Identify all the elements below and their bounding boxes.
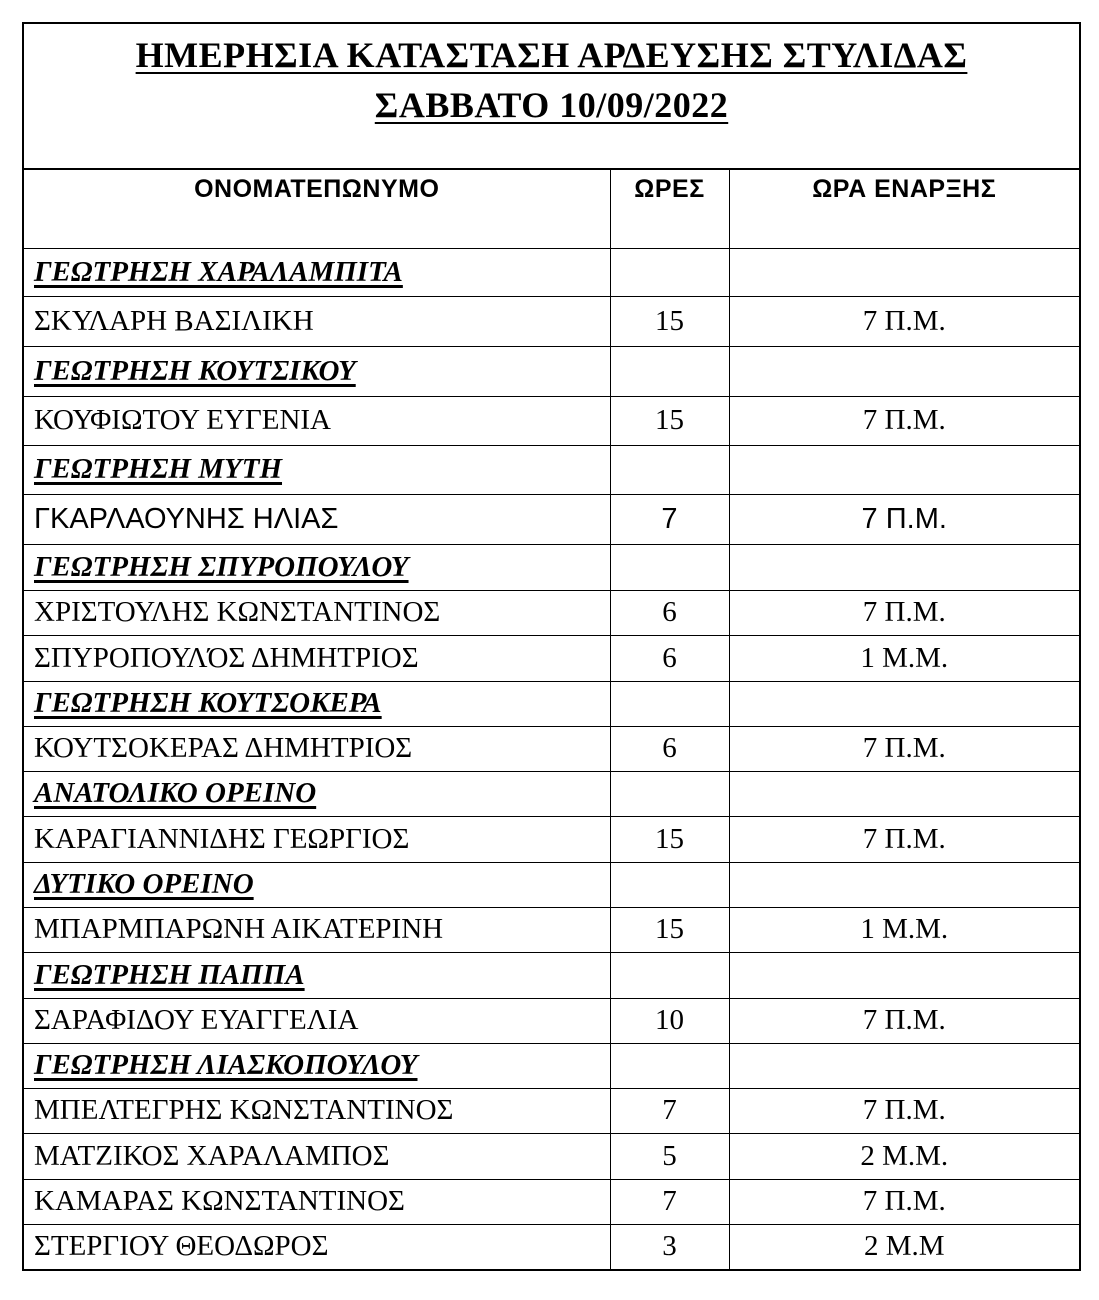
- header-row: [24, 170, 1079, 248]
- person-name: ΜΠΑΡΜΠΑΡΩΝΗ ΑΙΚΑΤΕΡΙΝΗ: [24, 907, 610, 952]
- hours-cell: [610, 248, 729, 296]
- start-time-cell: 1 Μ.Μ.: [729, 635, 1079, 681]
- person-name: ΣΚΥΛΑΡΗ ΒΑΣΙΛΙΚΗ: [24, 296, 610, 346]
- start-time-cell: [729, 248, 1079, 296]
- person-name: ΜΠΕΛΤΕΓΡΗΣ ΚΩΝΣΤΑΝΤΙΝΟΣ: [24, 1088, 610, 1133]
- hours-cell: [610, 771, 729, 816]
- table-row: [24, 1224, 1079, 1269]
- hours-cell: [610, 681, 729, 726]
- start-time-cell: 7 Π.Μ.: [729, 590, 1079, 635]
- group-name: ΑΝΑΤΟΛΙΚΟ ΟΡΕΙΝΟ: [24, 771, 610, 816]
- hours-cell: [610, 544, 729, 590]
- person-name: ΓΚΑΡΛΑΟΥΝΗΣ ΗΛΙΑΣ: [24, 494, 610, 544]
- group-row: [24, 862, 1079, 907]
- start-time-cell: 7 Π.Μ.: [729, 396, 1079, 445]
- start-time-cell: 7 Π.Μ.: [729, 494, 1079, 544]
- header-hours: ΩΡΕΣ: [610, 170, 729, 248]
- hours-cell: 7: [610, 1179, 729, 1224]
- person-name: ΚΑΡΑΓΙΑΝΝΙΔΗΣ ΓΕΩΡΓΙΟΣ: [24, 816, 610, 862]
- start-time-cell: 7 Π.Μ.: [729, 1179, 1079, 1224]
- group-name: ΓΕΩΤΡΗΣΗ ΜΥΤΗ: [24, 445, 610, 494]
- table-row: [24, 816, 1079, 862]
- group-row: [24, 445, 1079, 494]
- table-row: [24, 907, 1079, 952]
- group-row: [24, 681, 1079, 726]
- irrigation-schedule-document: [22, 22, 1081, 1271]
- hours-cell: 6: [610, 635, 729, 681]
- header-start-time: ΩΡΑ ΕΝΑΡΞΗΣ: [729, 170, 1079, 248]
- hours-cell: [610, 1043, 729, 1088]
- table-row: [24, 1088, 1079, 1133]
- table-row: [24, 494, 1079, 544]
- group-name: ΔΥΤΙΚΟ ΟΡΕΙΝΟ: [24, 862, 610, 907]
- group-name: ΓΕΩΤΡΗΣΗ ΚΟΥΤΣΟΚΕΡΑ: [24, 681, 610, 726]
- document-date: ΣΑΒΒΑΤΟ 10/09/2022: [374, 85, 729, 125]
- hours-cell: [610, 346, 729, 396]
- person-name: ΣΑΡΑΦΙΔΟΥ ΕΥΑΓΓΕΛΙΑ: [24, 998, 610, 1043]
- start-time-cell: [729, 952, 1079, 998]
- group-row: [24, 544, 1079, 590]
- hours-cell: [610, 862, 729, 907]
- table-row: [24, 635, 1079, 681]
- hours-cell: 10: [610, 998, 729, 1043]
- group-name: ΓΕΩΤΡΗΣΗ ΧΑΡΑΛΑΜΠΙΤΑ: [24, 248, 610, 296]
- schedule-table: [24, 170, 1079, 1269]
- group-name: ΓΕΩΤΡΗΣΗ ΠΑΠΠΑ: [24, 952, 610, 998]
- person-name: ΚΟΥΦΙΩΤΟΥ ΕΥΓΕΝΙΑ: [24, 396, 610, 445]
- start-time-cell: [729, 862, 1079, 907]
- person-name: ΣΤΕΡΓΙΟΥ ΘΕΟΔΩΡΟΣ: [24, 1224, 610, 1269]
- group-row: [24, 771, 1079, 816]
- document-title: ΗΜΕΡΗΣΙΑ ΚΑΤΑΣΤΑΣΗ ΑΡΔΕΥΣΗΣ ΣΤΥΛΙΔΑΣ: [135, 35, 968, 75]
- start-time-cell: 7 Π.Μ.: [729, 726, 1079, 771]
- hours-cell: 6: [610, 726, 729, 771]
- start-time-cell: 2 Μ.Μ: [863, 1230, 945, 1263]
- group-name: ΓΕΩΤΡΗΣΗ ΣΠΥΡΟΠΟΥΛΟΥ: [24, 544, 610, 590]
- hours-cell: 15: [610, 907, 729, 952]
- header-name: ΟΝΟΜΑΤΕΠΩΝΥΜΟ: [24, 170, 610, 248]
- title-block: [24, 24, 1079, 170]
- hours-cell: 15: [610, 296, 729, 346]
- start-time-cell: 7 Π.Μ.: [729, 998, 1079, 1043]
- start-time-cell: 7 Π.Μ.: [729, 296, 1079, 346]
- person-name: ΜΑΤΖΙΚΟΣ ΧΑΡΑΛΑΜΠΟΣ: [24, 1133, 610, 1179]
- person-name: ΚΟΥΤΣΟΚΕΡΑΣ ΔΗΜΗΤΡΙΟΣ: [24, 726, 610, 771]
- hours-cell: [610, 445, 729, 494]
- table-row: [24, 1179, 1079, 1224]
- start-time-cell: [729, 681, 1079, 726]
- hours-cell: 3: [610, 1224, 729, 1269]
- group-row: [24, 346, 1079, 396]
- hours-cell: 15: [610, 816, 729, 862]
- group-row: [24, 952, 1079, 998]
- group-name: ΓΕΩΤΡΗΣΗ ΛΙΑΣΚΟΠΟΥΛΟΥ: [24, 1043, 610, 1088]
- table-row: [24, 1133, 1079, 1179]
- start-time-cell: [729, 445, 1079, 494]
- table-row: [24, 296, 1079, 346]
- start-time-cell: 7 Π.Μ.: [729, 1088, 1079, 1133]
- group-row: [24, 248, 1079, 296]
- hours-cell: [610, 952, 729, 998]
- person-name: ΧΡΙΣΤΟΥΛΗΣ ΚΩΝΣΤΑΝΤΙΝΟΣ: [24, 590, 610, 635]
- table-row: [24, 396, 1079, 445]
- start-time-cell: [729, 1043, 1079, 1088]
- hours-cell: 6: [610, 590, 729, 635]
- table-row: [24, 726, 1079, 771]
- group-name: ΓΕΩΤΡΗΣΗ ΚΟΥΤΣΙΚΟΥ: [24, 346, 610, 396]
- start-time-cell: 7 Π.Μ.: [729, 816, 1079, 862]
- group-row: [24, 1043, 1079, 1088]
- hours-cell: 15: [610, 396, 729, 445]
- hours-cell: 7: [610, 1088, 729, 1133]
- person-name: ΚΑΜΑΡΑΣ ΚΩΝΣΤΑΝΤΙΝΟΣ: [24, 1179, 610, 1224]
- start-time-cell: [729, 544, 1079, 590]
- start-time-cell: [729, 771, 1079, 816]
- start-time-cell: [729, 346, 1079, 396]
- person-name: ΣΠΥΡΟΠΟΥΛΌΣ ΔΗΜΗΤΡΙΟΣ: [24, 635, 610, 681]
- hours-cell: 5: [610, 1133, 729, 1179]
- start-time-cell: 1 Μ.Μ.: [729, 907, 1079, 952]
- hours-cell: 7: [610, 494, 729, 544]
- table-row: [24, 590, 1079, 635]
- start-time-cell: 2 Μ.Μ.: [729, 1133, 1079, 1179]
- table-row: [24, 998, 1079, 1043]
